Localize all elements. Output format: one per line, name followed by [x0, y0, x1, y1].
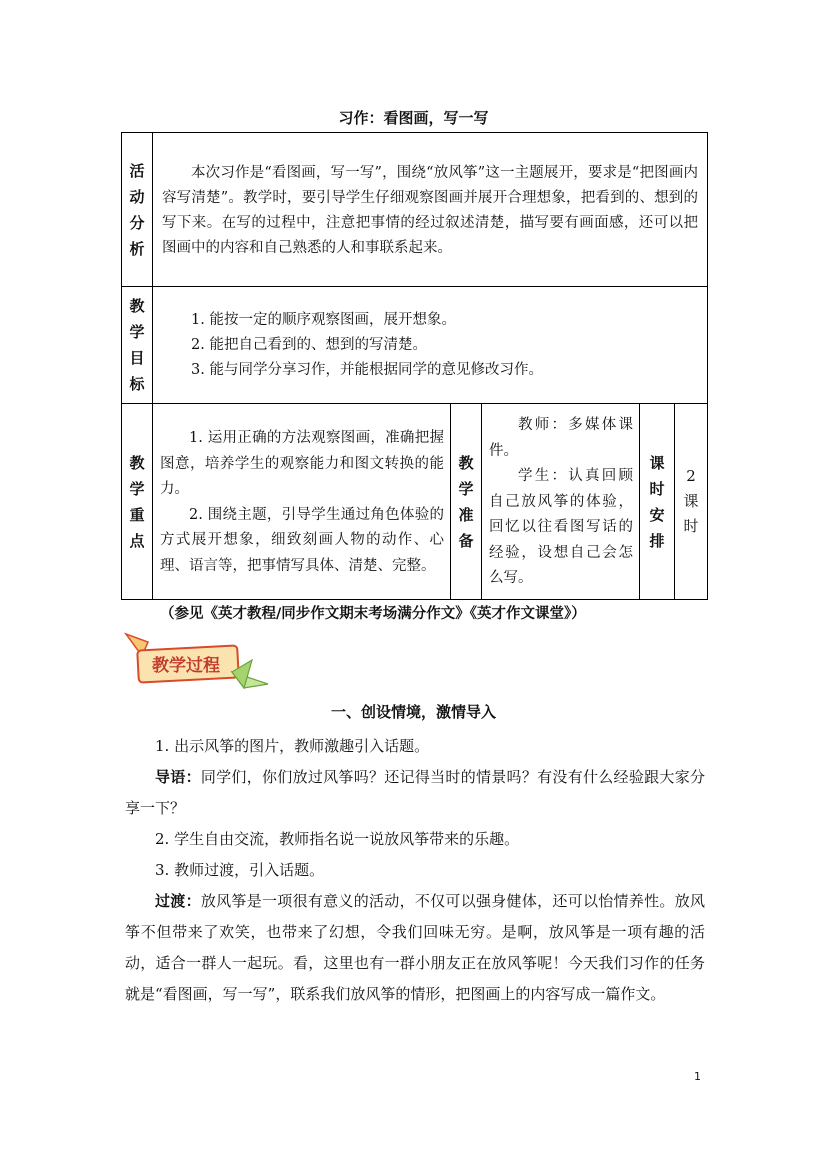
lesson-plan-table	[121, 132, 708, 600]
prep-student: 学生：认真回顾自己放风筝的体验，回忆以往看图写话的经验，设想自己会怎么写。	[489, 468, 633, 587]
label-char: 时	[683, 517, 699, 535]
row-goals	[122, 287, 708, 404]
paragraph-transition	[125, 886, 705, 1010]
label-char: 标	[129, 375, 145, 393]
label-char: 目	[129, 349, 145, 367]
label-char: 排	[649, 531, 665, 550]
page-title: 习作：看图画，写一写	[338, 109, 489, 127]
label-char: 备	[458, 531, 474, 550]
label-char: 安	[649, 505, 665, 524]
paragraph: 2. 学生自由交流，教师指名说一说放风筝带来的乐趣。	[155, 830, 520, 848]
label-char: 准	[458, 505, 474, 524]
label-activity-text	[122, 158, 152, 262]
label-key-points	[122, 404, 153, 600]
label-char: 教	[129, 297, 145, 315]
label-char: 时	[649, 479, 665, 498]
key-point-item: 2. 围绕主题，引导学生通过角色体验的方式展开想象，细致刻画人物的动作、心理、语言等，把事情写具体、清楚、完整。	[160, 506, 444, 574]
label-activity	[122, 133, 153, 287]
section-body	[125, 731, 705, 1010]
label-char: 重	[129, 505, 145, 524]
label-char: 2	[686, 467, 696, 485]
label-goals	[122, 287, 153, 404]
banner-text: 教学过程	[152, 656, 220, 676]
label-char: 动	[129, 187, 145, 206]
cell-schedule	[675, 404, 708, 600]
activity-text: 本次习作是“看图画，写一写”，围绕“放风筝”这一主题展开，要求是“把图画内容写清楚”。教学时，要引导学生仔细观察图画并展开合理想象，把看到的、想到的写下来。在写的过程中，注意把事情的经过叙述清楚，描写要有画面感，还可以把图画中的内容和自己熟悉的人和事联系起来。	[162, 164, 698, 256]
label-char: 分	[129, 213, 145, 232]
label-char: 课	[683, 492, 699, 510]
goal-item: 1. 能按一定的顺序观察图画，展开想象。	[191, 311, 456, 328]
cell-preparation	[482, 404, 640, 600]
goal-item: 3. 能与同学分享习作，并能根据同学的意见修改习作。	[191, 361, 543, 378]
paper-plane-icon	[120, 632, 270, 690]
goal-item: 2. 能把自己看到的、想到的写清楚。	[191, 336, 427, 353]
section-heading: 一、创设情境，激情导入	[330, 703, 496, 721]
label-char: 析	[129, 239, 145, 258]
cell-activity	[153, 133, 708, 287]
prep-teacher: 教师：多媒体课件。	[489, 417, 633, 459]
paragraph-label: 导语：	[155, 768, 201, 786]
label-char: 教	[458, 453, 474, 472]
cell-goals	[153, 287, 708, 404]
label-schedule-text	[640, 450, 674, 554]
page-number: 1	[694, 1070, 701, 1083]
paragraph-text: 同学们，你们放过风筝吗？还记得当时的情景吗？有没有什么经验跟大家分享一下？	[125, 768, 705, 817]
label-preparation	[451, 404, 482, 600]
row-key-points	[122, 404, 708, 600]
label-char: 教	[129, 453, 145, 472]
paragraph-intro	[125, 762, 705, 824]
key-point-item: 1. 运用正确的方法观察图画，准确把握图意，培养学生的观察能力和图文转换的能力。	[160, 430, 444, 497]
paragraph-text: 放风筝是一项很有意义的活动，不仅可以强身健体，还可以怡情养性。放风筝不但带来了欢笑，也带来了幻想，令我们回味无穷。是啊，放风筝是一项有趣的活动，适合一群人一起玩。看，这里也有一群小朋友正在放风筝呢！今天我们习作的任务就是“看图画，写一写”，联系我们放风筝的情形，把图画上的内容写成一篇作文。	[125, 892, 705, 1003]
label-preparation-text	[451, 450, 481, 554]
label-schedule	[640, 404, 675, 600]
schedule-value	[675, 464, 707, 539]
paragraph-label: 过渡：	[155, 892, 201, 910]
teaching-process-banner	[120, 632, 270, 690]
label-char: 学	[458, 479, 474, 498]
reference-note: （参见《英才教程/同步作文期末考场满分作文》《英才作文课堂》）	[160, 606, 586, 622]
label-key-points-text	[122, 450, 152, 554]
label-char: 点	[129, 531, 145, 550]
row-activity	[122, 133, 708, 287]
label-char: 学	[129, 479, 145, 498]
cell-key-points	[153, 404, 451, 600]
paragraph: 3. 教师过渡，引入话题。	[155, 861, 325, 879]
label-char: 活	[129, 161, 145, 180]
label-char: 学	[129, 323, 145, 341]
label-char: 课	[649, 453, 665, 472]
paragraph: 1. 出示风筝的图片，教师激趣引入话题。	[155, 737, 430, 755]
label-goals-text	[122, 293, 152, 397]
